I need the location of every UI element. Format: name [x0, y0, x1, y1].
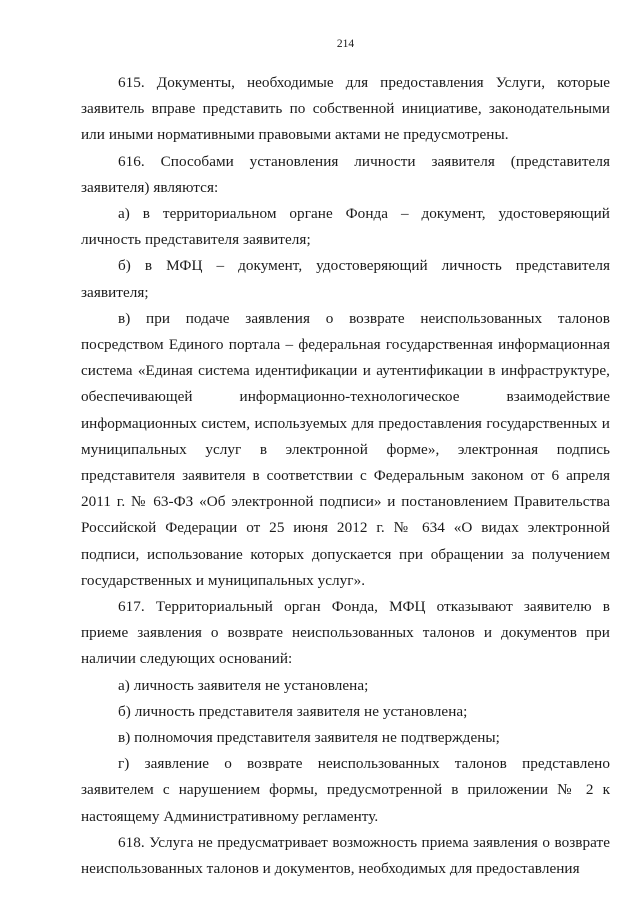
paragraph-616-v: в) при подаче заявления о возврате неиспользованных талонов посредством Единого портала – федеральная государственная информационная система «Единая система идентификации и аутентификации в инфраструктуре, обеспечивающей информационно-технологическое взаимодействие информационных систем, используемых для предоставления государственных и муниципальных услуг в электронной форме», электронная подпись представителя заявителя в соответствии с Федеральным законом от 6 апреля 2011 г. № 63-ФЗ «Об электронной подписи» и постановлением Правительства Российской Федерации от 25 июня 2012 г. № 634 «О видах электронной подписи, использование которых допускается при обращении за получением государственных и муниципальных услуг». [81, 309, 610, 589]
paragraph-617-a: а) личность заявителя не установлена; [118, 676, 369, 694]
paragraph-617-g: г) заявление о возврате неиспользованных талонов представлено заявителем с нарушением формы, предусмотренной в приложении № 2 к настоящему Административному регламенту. [81, 755, 610, 825]
paragraph-616: 616. Способами установления личности заявителя (представителя заявителя) являются: [81, 152, 610, 196]
paragraph-615: 615. Документы, необходимые для предоставления Услуги, которые заявитель вправе представить по собственной инициативе, законодательными или иными нормативными правовыми актами не предусмотрены. [81, 74, 610, 144]
page-number: 214 [336, 38, 355, 50]
paragraph-617: 617. Территориальный орган Фонда, МФЦ отказывают заявителю в приеме заявления о возврате неиспользованных талонов и документов при наличии следующих оснований: [81, 598, 610, 668]
paragraph-616-b: б) в МФЦ – документ, удостоверяющий личность представителя заявителя; [81, 257, 610, 301]
paragraph-618: 618. Услуга не предусматривает возможность приема заявления о возврате неиспользованных талонов и документов, необходимых для предоставления [81, 833, 610, 878]
paragraph-617-b: б) личность представителя заявителя не установлена; [118, 702, 468, 720]
paragraph-616-a: а) в территориальном органе Фонда – документ, удостоверяющий личность представителя заявителя; [81, 205, 610, 249]
paragraph-617-v: в) полномочия представителя заявителя не подтверждены; [118, 729, 500, 747]
